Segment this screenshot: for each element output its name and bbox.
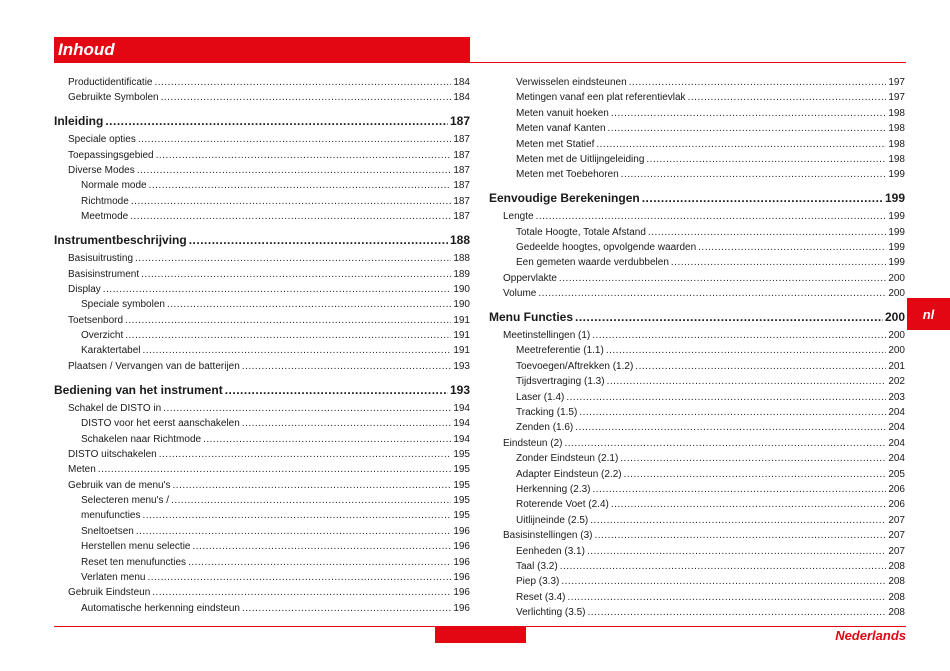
- toc-entry[interactable]: [489, 559, 905, 574]
- toc-entry-page: 194: [453, 418, 470, 430]
- toc-leader-dots: [137, 163, 452, 178]
- header-rule: [470, 62, 906, 63]
- toc-entry-page: 204: [888, 437, 905, 449]
- toc-entry[interactable]: [54, 194, 470, 209]
- toc-entry-page: 199: [888, 169, 905, 181]
- toc-entry-page: 190: [453, 283, 470, 295]
- toc-entry-title: Meten met de Uitlijngeleiding: [516, 153, 645, 165]
- toc-entry-title: Eenvoudige Berekeningen: [489, 191, 640, 206]
- toc-entry[interactable]: [489, 436, 905, 451]
- toc-entry-page: 196: [453, 572, 470, 584]
- toc-leader-dots: [561, 574, 886, 589]
- toc-entry[interactable]: [54, 555, 470, 570]
- toc-entry-title: Speciale symbolen: [81, 299, 165, 311]
- toc-entry[interactable]: [54, 251, 470, 266]
- toc-leader-dots: [671, 255, 886, 270]
- toc-entry[interactable]: [54, 447, 470, 462]
- toc-entry[interactable]: [54, 359, 470, 374]
- toc-entry-page: 188: [449, 233, 470, 248]
- toc-entry-title: Gebruik van de menu's: [68, 479, 171, 491]
- toc-entry-page: 199: [888, 211, 905, 223]
- toc-entry-page: 196: [453, 587, 470, 599]
- toc-leader-dots: [159, 447, 452, 462]
- toc-entry-page: 208: [888, 560, 905, 572]
- toc-leader-dots: [148, 570, 452, 585]
- toc-entry-page: 206: [888, 483, 905, 495]
- toc-entry-page: 191: [453, 314, 470, 326]
- toc-entry-title: Schakel de DISTO in: [68, 402, 162, 414]
- toc-entry-title: Meetmode: [81, 211, 129, 223]
- toc-leader-dots: [161, 90, 452, 105]
- toc-entry-page: 189: [453, 268, 470, 280]
- toc-entry[interactable]: [54, 570, 470, 585]
- toc-entry-title: DISTO voor het eerst aanschakelen: [81, 418, 240, 430]
- toc-entry-page: 184: [453, 92, 470, 104]
- toc-entry-title: Verwisselen eindsteunen: [516, 77, 627, 88]
- toc-entry-title: Meten met Toebehoren: [516, 169, 619, 181]
- toc-leader-dots: [606, 343, 886, 358]
- toc-entry-page: 207: [888, 514, 905, 526]
- toc-entry-title: Meetreferentie (1.1): [516, 345, 604, 357]
- toc-leader-dots: [575, 309, 883, 325]
- toc-entry-title: Zenden (1.6): [516, 422, 574, 434]
- toc-leader-dots: [566, 390, 886, 405]
- toc-leader-dots: [125, 328, 451, 343]
- toc-right-column: [489, 75, 905, 621]
- toc-leader-dots: [152, 585, 451, 600]
- toc-entry[interactable]: [54, 132, 470, 147]
- toc-entry-title: Totale Hoogte, Totale Afstand: [516, 226, 646, 238]
- toc-entry-title: Basisuitrusting: [68, 253, 134, 265]
- toc-entry-page: 187: [449, 114, 470, 129]
- toc-leader-dots: [579, 405, 886, 420]
- toc-entry-page: 197: [888, 92, 905, 104]
- toc-entry-page: 187: [453, 149, 470, 161]
- toc-entry-page: 187: [453, 211, 470, 223]
- toc-entry-page: 196: [453, 541, 470, 553]
- toc-entry-title: Meten vanuit hoeken: [516, 107, 609, 119]
- toc-entry[interactable]: [54, 90, 470, 105]
- toc-entry-page: 187: [453, 134, 470, 146]
- toc-entry[interactable]: [489, 497, 905, 512]
- toc-entry[interactable]: [489, 343, 905, 358]
- toc-leader-dots: [559, 271, 886, 286]
- toc-entry[interactable]: [489, 106, 905, 121]
- toc-leader-dots: [105, 113, 448, 129]
- toc-entry-page: 191: [453, 330, 470, 342]
- toc-entry-page: 199: [888, 257, 905, 269]
- toc-entry-page: 207: [888, 530, 905, 542]
- toc-entry-title: Productidentificatie: [68, 77, 153, 88]
- toc-entry-page: 204: [888, 422, 905, 434]
- toc-entry-page: 198: [888, 107, 905, 119]
- toc-chapter[interactable]: [489, 190, 905, 206]
- toc-entry[interactable]: [54, 148, 470, 163]
- toc-entry-page: 193: [449, 382, 470, 397]
- footer-block: [435, 627, 526, 643]
- toc-entry-title: Taal (3.2): [516, 560, 558, 572]
- toc-entry-title: menufuncties: [81, 510, 141, 522]
- toc-leader-dots: [136, 524, 451, 539]
- toc-entry-page: 200: [888, 272, 905, 284]
- toc-leader-dots: [141, 267, 451, 282]
- toc-entry[interactable]: [489, 451, 905, 466]
- toc-entry-title: DISTO uitschakelen: [68, 448, 157, 460]
- toc-entry-page: 187: [453, 195, 470, 207]
- toc-entry-page: 191: [453, 345, 470, 357]
- toc-entry-title: Eindsteun (2): [503, 437, 563, 449]
- toc-leader-dots: [242, 601, 451, 616]
- toc-entry-page: 196: [453, 556, 470, 568]
- toc-leader-dots: [587, 544, 886, 559]
- toc-entry-title: Richtmode: [81, 195, 129, 207]
- toc-entry-page: 188: [453, 253, 470, 265]
- toc-entry-title: Tijdsvertraging (1.3): [516, 376, 605, 388]
- toc-entry-title: Zonder Eindsteun (2.1): [516, 453, 619, 465]
- toc-entry-page: 201: [888, 360, 905, 372]
- toc-entry[interactable]: [489, 152, 905, 167]
- toc-entry[interactable]: [489, 359, 905, 374]
- toc-leader-dots: [203, 432, 451, 447]
- toc-entry-title: Plaatsen / Vervangen van de batterijen: [68, 360, 240, 372]
- toc-leader-dots: [242, 416, 452, 431]
- toc-leader-dots: [607, 374, 887, 389]
- toc-leader-dots: [131, 194, 452, 209]
- toc-leader-dots: [587, 605, 886, 620]
- language-tab-label: nl: [922, 306, 935, 322]
- toc-leader-dots: [142, 508, 451, 523]
- toc-entry[interactable]: [54, 478, 470, 493]
- toc-entry-title: Meetinstellingen (1): [503, 330, 591, 342]
- toc-leader-dots: [624, 467, 887, 482]
- toc-entry-title: Herstellen menu selectie: [81, 541, 191, 553]
- page-title: Inhoud: [58, 40, 115, 59]
- toc-entry-title: Adapter Eindsteun (2.2): [516, 468, 622, 480]
- footer-language: Nederlands: [835, 628, 906, 643]
- toc-entry-title: Verlichting (3.5): [516, 607, 586, 619]
- toc-entry[interactable]: [54, 493, 470, 508]
- toc-entry-title: Instrumentbeschrijving: [54, 233, 187, 248]
- toc-leader-dots: [188, 555, 451, 570]
- toc-entry-page: 208: [888, 576, 905, 588]
- toc-entry-page: 195: [453, 479, 470, 491]
- toc-entry-title: Metingen vanaf een plat referentievlak: [516, 92, 686, 104]
- toc-entry-title: Reset ten menufuncties: [81, 556, 187, 568]
- toc-leader-dots: [163, 401, 451, 416]
- toc-leader-dots: [592, 328, 886, 343]
- toc-entry-page: 198: [888, 138, 905, 150]
- toc-entry-page: 196: [453, 525, 470, 537]
- toc-entry-title: Basisinstellingen (3): [503, 530, 593, 542]
- toc-leader-dots: [575, 420, 886, 435]
- toc-entry-title: Overzicht: [81, 330, 124, 342]
- toc-entry-title: Basisinstrument: [68, 268, 140, 280]
- toc-entry[interactable]: [54, 313, 470, 328]
- toc-entry[interactable]: [54, 267, 470, 282]
- toc-entry-title: Roterende Voet (2.4): [516, 499, 609, 511]
- toc-leader-dots: [611, 497, 886, 512]
- toc-entry-title: Laser (1.4): [516, 391, 565, 403]
- toc-entry[interactable]: [489, 255, 905, 270]
- toc-leader-dots: [621, 167, 887, 182]
- toc-entry-page: 199: [888, 226, 905, 238]
- toc-leader-dots: [189, 232, 448, 248]
- toc-leader-dots: [149, 178, 452, 193]
- toc-leader-dots: [173, 478, 452, 493]
- toc-leader-dots: [125, 313, 451, 328]
- toc-entry-page: 208: [888, 607, 905, 619]
- toc-entry[interactable]: [54, 282, 470, 297]
- toc-entry-title: Bediening van het instrument: [54, 382, 223, 397]
- toc-entry-title: Gebruik Eindsteun: [68, 587, 151, 599]
- toc-entry[interactable]: [489, 137, 905, 152]
- toc-entry-title: Reset (3.4): [516, 591, 566, 603]
- toc-entry-page: 195: [453, 510, 470, 522]
- toc-entry-page: 194: [453, 402, 470, 414]
- toc-leader-dots: [620, 451, 886, 466]
- toc-leader-dots: [648, 225, 886, 240]
- toc-leader-dots: [595, 528, 887, 543]
- toc-entry-title: Herkenning (2.3): [516, 483, 591, 495]
- toc-leader-dots: [156, 148, 452, 163]
- toc-entry[interactable]: [54, 539, 470, 554]
- toc-leader-dots: [135, 251, 451, 266]
- toc-entry-title: Schakelen naar Richtmode: [81, 433, 202, 445]
- toc-leader-dots: [564, 436, 886, 451]
- toc-entry[interactable]: [489, 544, 905, 559]
- toc-entry[interactable]: [489, 90, 905, 105]
- toc-leader-dots: [698, 240, 886, 255]
- language-tab[interactable]: [907, 298, 950, 330]
- toc-leader-dots: [171, 493, 451, 508]
- toc-entry-page: 199: [888, 242, 905, 254]
- toc-entry-title: Lengte: [503, 211, 534, 223]
- toc-entry-page: 202: [888, 376, 905, 388]
- toc-entry[interactable]: [489, 390, 905, 405]
- toc-entry-page: 194: [453, 433, 470, 445]
- toc-entry[interactable]: [489, 513, 905, 528]
- toc-chapter[interactable]: [54, 382, 470, 398]
- toc-entry-title: Selecteren menu's /: [81, 495, 170, 507]
- toc-entry[interactable]: [489, 467, 905, 482]
- toc-chapter[interactable]: [489, 309, 905, 325]
- toc-leader-dots: [225, 382, 448, 398]
- toc-entry-page: 200: [884, 310, 905, 325]
- toc-entry[interactable]: [54, 163, 470, 178]
- toc-entry[interactable]: [489, 75, 905, 90]
- toc-entry-page: 203: [888, 391, 905, 403]
- toc-entry-title: Toevoegen/Aftrekken (1.2): [516, 360, 634, 372]
- toc-entry-title: Gedeelde hoogtes, opvolgende waarden: [516, 242, 697, 254]
- toc-entry-page: 195: [453, 464, 470, 476]
- toc-entry[interactable]: [489, 482, 905, 497]
- toc-entry-page: 193: [453, 360, 470, 372]
- toc-entry-title: Meten: [68, 464, 96, 476]
- toc-leader-dots: [635, 359, 886, 374]
- toc-entry-page: 187: [453, 180, 470, 192]
- toc-entry-title: Verlaten menu: [81, 572, 146, 584]
- toc-leader-dots: [167, 297, 451, 312]
- toc-chapter[interactable]: [54, 232, 470, 248]
- toc-entry-title: Eenheden (3.1): [516, 545, 585, 557]
- toc-entry[interactable]: [54, 297, 470, 312]
- toc-entry-title: Karaktertabel: [81, 345, 141, 357]
- toc-entry[interactable]: [489, 405, 905, 420]
- toc-entry[interactable]: [54, 508, 470, 523]
- toc-entry-title: Een gemeten waarde verdubbelen: [516, 257, 669, 269]
- toc-entry[interactable]: [489, 605, 905, 620]
- toc-leader-dots: [142, 343, 451, 358]
- toc-leader-dots: [592, 482, 886, 497]
- toc-entry-page: 184: [453, 77, 470, 88]
- toc-leader-dots: [560, 559, 887, 574]
- toc-entry-title: Sneltoetsen: [81, 525, 134, 537]
- toc-entry[interactable]: [54, 178, 470, 193]
- toc-entry[interactable]: [489, 590, 905, 605]
- toc-entry-page: 200: [888, 345, 905, 357]
- toc-entry[interactable]: [489, 420, 905, 435]
- toc-entry[interactable]: [54, 209, 470, 224]
- toc-entry-page: 204: [888, 407, 905, 419]
- toc-leader-dots: [536, 209, 887, 224]
- toc-entry[interactable]: [489, 209, 905, 224]
- toc-entry-title: Display: [68, 283, 101, 295]
- toc-entry-title: Gebruikte Symbolen: [68, 92, 159, 104]
- toc-entry-title: Oppervlakte: [503, 272, 557, 284]
- toc-entry-page: 200: [888, 330, 905, 342]
- toc-leader-dots: [629, 75, 887, 90]
- toc-entry-page: 199: [884, 191, 905, 206]
- toc-entry[interactable]: [54, 601, 470, 616]
- toc-entry-page: 195: [453, 495, 470, 507]
- toc-leader-dots: [193, 539, 452, 554]
- toc-entry-title: Inleiding: [54, 114, 104, 129]
- toc-entry[interactable]: [489, 374, 905, 389]
- toc-entry[interactable]: [54, 75, 470, 90]
- toc-entry-title: Speciale opties: [68, 134, 136, 146]
- toc-leader-dots: [538, 286, 886, 301]
- toc-leader-dots: [98, 462, 452, 477]
- toc-entry-title: Toepassingsgebied: [68, 149, 154, 161]
- toc-entry[interactable]: [489, 225, 905, 240]
- toc-entry-title: Uitlijneinde (2.5): [516, 514, 589, 526]
- toc-entry[interactable]: [489, 574, 905, 589]
- toc-entry[interactable]: [489, 271, 905, 286]
- toc-entry-page: 196: [453, 602, 470, 614]
- toc-entry[interactable]: [54, 343, 470, 358]
- toc-leader-dots: [242, 359, 452, 374]
- toc-entry-title: Diverse Modes: [68, 165, 135, 177]
- toc-entry[interactable]: [54, 524, 470, 539]
- toc-left-column: [54, 75, 470, 616]
- toc-entry-page: 206: [888, 499, 905, 511]
- toc-entry-title: Volume: [503, 288, 537, 300]
- toc-entry-title: Toetsenbord: [68, 314, 124, 326]
- toc-leader-dots: [103, 282, 452, 297]
- toc-entry-title: Tracking (1.5): [516, 407, 578, 419]
- toc-entry[interactable]: [489, 121, 905, 136]
- toc-leader-dots: [130, 209, 451, 224]
- toc-entry-title: Automatische herkenning eindsteun: [81, 602, 240, 614]
- toc-entry[interactable]: [54, 585, 470, 600]
- toc-entry[interactable]: [54, 462, 470, 477]
- toc-leader-dots: [138, 132, 451, 147]
- title-bar: [54, 37, 470, 63]
- toc-entry-title: Meten met Statief: [516, 138, 595, 150]
- toc-entry-page: 198: [888, 123, 905, 135]
- toc-entry-page: 197: [888, 77, 905, 88]
- toc-entry[interactable]: [489, 167, 905, 182]
- toc-leader-dots: [688, 90, 887, 105]
- toc-entry-page: 200: [888, 288, 905, 300]
- toc-entry-page: 198: [888, 153, 905, 165]
- toc-entry-title: Piep (3.3): [516, 576, 560, 588]
- toc-entry-title: Normale mode: [81, 180, 147, 192]
- toc-entry-page: 195: [453, 448, 470, 460]
- toc-entry[interactable]: [54, 401, 470, 416]
- toc-chapter[interactable]: [54, 113, 470, 129]
- toc-entry[interactable]: [54, 432, 470, 447]
- toc-entry-page: 205: [888, 468, 905, 480]
- toc-leader-dots: [611, 106, 886, 121]
- toc-leader-dots: [646, 152, 886, 167]
- toc-entry[interactable]: [489, 286, 905, 301]
- toc-entry[interactable]: [489, 240, 905, 255]
- toc-entry-page: 207: [888, 545, 905, 557]
- toc-entry-page: 187: [453, 165, 470, 177]
- toc-leader-dots: [155, 75, 452, 90]
- toc-entry-page: 208: [888, 591, 905, 603]
- toc-leader-dots: [642, 190, 883, 206]
- toc-entry-page: 204: [888, 453, 905, 465]
- toc-leader-dots: [590, 513, 886, 528]
- toc-leader-dots: [608, 121, 887, 136]
- toc-entry[interactable]: [54, 416, 470, 431]
- toc-leader-dots: [567, 590, 886, 605]
- toc-leader-dots: [596, 137, 886, 152]
- toc-entry-title: Menu Functies: [489, 310, 574, 325]
- toc-entry[interactable]: [489, 328, 905, 343]
- toc-entry-page: 190: [453, 299, 470, 311]
- toc-entry-title: Meten vanaf Kanten: [516, 123, 606, 135]
- toc-entry[interactable]: [489, 528, 905, 543]
- toc-entry[interactable]: [54, 328, 470, 343]
